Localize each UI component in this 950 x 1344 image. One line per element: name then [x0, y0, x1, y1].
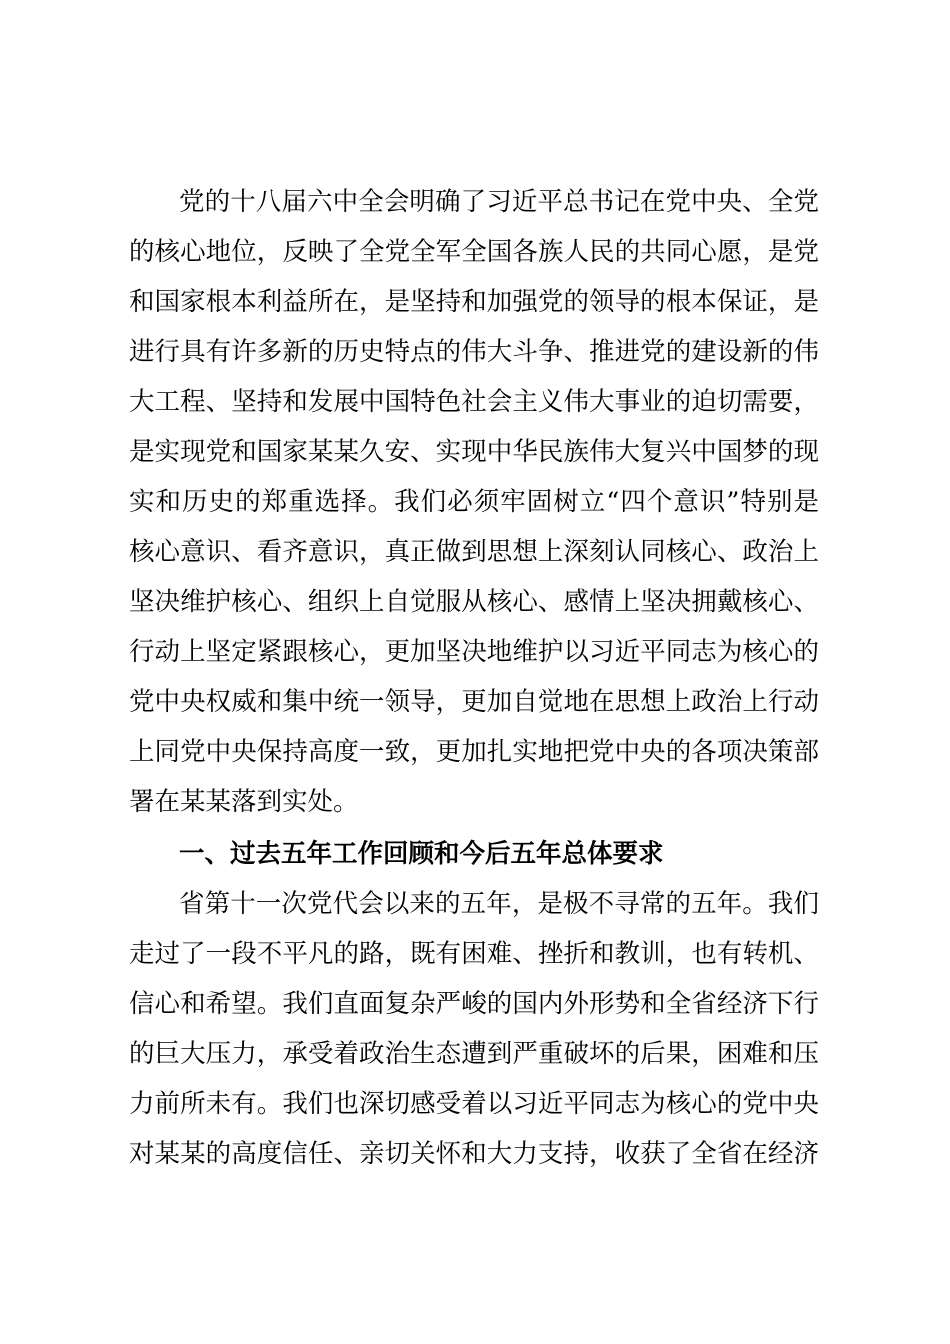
- paragraph-2-line-2: 走过了一段不平凡的路，既有困难、挫折和教训，也有转机、: [129, 939, 819, 969]
- paragraph-1-line-1: 党的十八届六中全会明确了习近平总书记在党中央、全党: [179, 187, 819, 217]
- paragraph-1-line-10: 行动上坚定紧跟核心，更加坚决地维护以习近平同志为核心的: [129, 637, 819, 667]
- paragraph-1-line-4: 进行具有许多新的历史特点的伟大斗争、推进党的建设新的伟: [129, 337, 819, 367]
- paragraph-1-line-12: 上同党中央保持高度一致，更加扎实地把党中央的各项决策部: [129, 737, 819, 767]
- paragraph-1-line-8: 核心意识、看齐意识，真正做到思想上深刻认同核心、政治上: [129, 537, 819, 567]
- section-heading: 一、过去五年工作回顾和今后五年总体要求: [179, 839, 664, 869]
- paragraph-1-line-9: 坚决维护核心、组织上自觉服从核心、感情上坚决拥戴核心、: [129, 587, 819, 617]
- paragraph-2-line-6: 对某某的高度信任、亲切关怀和大力支持，收获了全省在经济: [129, 1139, 819, 1169]
- paragraph-2-line-1: 省第十一次党代会以来的五年，是极不寻常的五年。我们: [179, 889, 819, 919]
- paragraph-1-line-2: 的核心地位，反映了全党全军全国各族人民的共同心愿，是党: [129, 237, 819, 267]
- paragraph-2-line-4: 的巨大压力，承受着政治生态遭到严重破坏的后果，困难和压: [129, 1039, 819, 1069]
- paragraph-1-line-6: 是实现党和国家某某久安、实现中华民族伟大复兴中国梦的现: [129, 437, 819, 467]
- paragraph-2-line-3: 信心和希望。我们直面复杂严峻的国内外形势和全省经济下行: [129, 989, 819, 1019]
- paragraph-1-line-5: 大工程、坚持和发展中国特色社会主义伟大事业的迫切需要，: [129, 387, 819, 417]
- paragraph-2-line-5: 力前所未有。我们也深切感受着以习近平同志为核心的党中央: [129, 1089, 819, 1119]
- paragraph-1-line-11: 党中央权威和集中统一领导，更加自觉地在思想上政治上行动: [129, 687, 819, 717]
- paragraph-1-line-13: 署在某某落到实处。: [129, 787, 359, 817]
- paragraph-1-line-3: 和国家根本利益所在，是坚持和加强党的领导的根本保证，是: [129, 287, 819, 317]
- paragraph-1-line-7: 实和历史的郑重选择。我们必须牢固树立“四个意识”特别是: [129, 487, 819, 517]
